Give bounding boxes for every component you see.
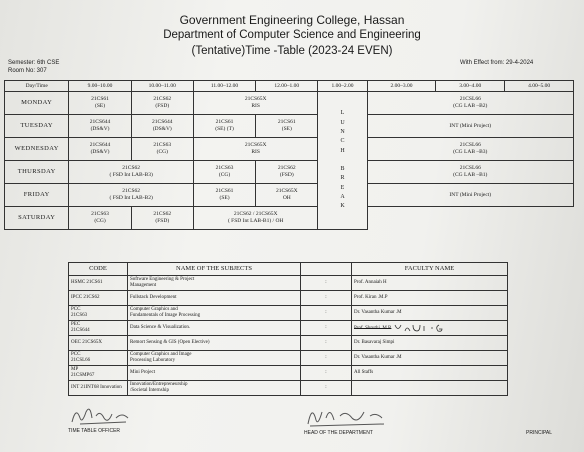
semester-label: Semester: 6th CSE	[8, 60, 60, 66]
row-thursday	[5, 161, 574, 184]
cell-thursday-3: 21CS63 (CG)	[193, 161, 255, 184]
header-faculty: FACULTY NAME	[352, 263, 508, 276]
subject-name: Software Engineering & Project Management	[128, 276, 301, 291]
faculty-name	[352, 321, 508, 336]
subject-name: Remort Sensing & GIS (Open Elective)	[128, 336, 301, 351]
subject-code: PEC 21CS644	[69, 321, 128, 336]
subject-colon: :	[301, 276, 352, 291]
subject-code: MP 21CSMP67	[69, 366, 128, 381]
officer-signature	[66, 404, 146, 428]
timetable-title: (Tentative)Time -Table (2023-24 EVEN)	[191, 45, 393, 57]
faculty-name: Dr. Basavaraj Simpi	[352, 336, 508, 351]
effective-date: With Effect from: 29-4-2024	[460, 60, 534, 66]
row-tuesday	[5, 115, 574, 138]
cell-saturday-3-4: 21CS62 / 21CS65X ( FSD Int LAB-B1) / OH	[193, 207, 318, 230]
lunch-letter: E	[340, 184, 345, 191]
subject-row	[69, 276, 508, 291]
subject-colon: :	[301, 381, 352, 396]
lunch-letter: A	[340, 194, 345, 201]
day-monday: MONDAY	[5, 92, 69, 115]
faculty-name: Prof. Kiran .M.P	[352, 291, 508, 306]
cell-monday-3-4: 21CS65X RIS	[193, 92, 318, 115]
header-slot-2: 10.00–11.00	[131, 81, 193, 92]
subject-code: PCC 21CS63	[69, 306, 128, 321]
cell-thursday-4: 21CS62 (FSD)	[256, 161, 318, 184]
subject-colon: :	[301, 336, 352, 351]
subject-row	[69, 381, 508, 396]
row-friday	[5, 184, 574, 207]
cell-saturday-2: 21CS62 (FSD)	[131, 207, 193, 230]
subject-code: IPCC 21CS62	[69, 291, 128, 306]
day-tuesday: TUESDAY	[5, 115, 69, 138]
cell-wednesday-1: 21CS644 (DS&V)	[69, 138, 131, 161]
subject-colon: :	[301, 306, 352, 321]
principal-label: PRINCIPAL	[526, 430, 553, 436]
subject-code: HSMC 21CS61	[69, 276, 128, 291]
subject-name: Mini Project	[128, 366, 301, 381]
cell-friday-afternoon: INT (Mini Project)	[367, 184, 573, 207]
faculty-name: All Staffs	[352, 366, 508, 381]
faculty-name: Prof. Annaiah H	[352, 276, 508, 291]
cell-thursday-afternoon: 21CSL66 (CG LAB –B1)	[367, 161, 573, 184]
subject-faculty-table	[68, 262, 508, 396]
header-slot-lunch: 1.00–2.00	[318, 81, 367, 92]
subject-code: INT 21INT68 Innovation	[69, 381, 128, 396]
department-name: Department of Computer Science and Engineering	[163, 29, 421, 41]
row-wednesday	[5, 138, 574, 161]
header-subject-name: NAME OF THE SUBJECTS	[128, 263, 301, 276]
weekly-timetable	[4, 80, 574, 230]
handwritten-correction	[393, 322, 453, 334]
lunch-letter: C	[340, 138, 345, 145]
cell-tuesday-1: 21CS644 (DS&V)	[69, 115, 131, 138]
cell-wednesday-3-4: 21CS65X RIS	[193, 138, 318, 161]
cell-friday-3: 21CS61 (SE)	[193, 184, 255, 207]
timetable-header-row	[5, 81, 574, 92]
cell-saturday-1: 21CS63 (CG)	[69, 207, 131, 230]
subject-name: Data Science & Visualization.	[128, 321, 301, 336]
row-saturday	[5, 207, 574, 230]
cell-tuesday-afternoon: INT (Mini Project)	[367, 115, 573, 138]
header-slot-6: 2.00–3.00	[367, 81, 436, 92]
subject-row	[69, 321, 508, 336]
day-wednesday: WEDNESDAY	[5, 138, 69, 161]
cell-tuesday-2: 21CS644 (DS&V)	[131, 115, 193, 138]
subject-row	[69, 306, 508, 321]
cell-friday-4: 21CS65X OH	[256, 184, 318, 207]
cell-monday-afternoon: 21CSL66 (CG LAB –B2)	[367, 92, 573, 115]
cell-wednesday-afternoon: 21CSL66 (CG LAB –B3)	[367, 138, 573, 161]
time-table-officer-label: TIME TABLE OFFICER	[68, 428, 121, 434]
header-code: CODE	[69, 263, 128, 276]
header-slot-3: 11.00–12.00	[193, 81, 255, 92]
day-saturday: SATURDAY	[5, 207, 69, 230]
subject-name: Computer Graphics and Fundamentals of Image Processing	[128, 306, 301, 321]
lunch-letter: K	[340, 203, 345, 210]
subject-code: PCC 21CSL66	[69, 351, 128, 366]
lunch-letter: N	[340, 128, 345, 135]
college-name: Government Engineering College, Hassan	[179, 13, 405, 27]
header-day: Day/Time	[5, 81, 69, 92]
header-slot-4: 12.00–1.00	[256, 81, 318, 92]
subject-colon: :	[301, 351, 352, 366]
lunch-letter: B	[340, 166, 345, 173]
cell-tuesday-3: 21CS61 (SE) (T)	[193, 115, 255, 138]
subject-colon: :	[301, 366, 352, 381]
lunch-letter: R	[340, 175, 345, 182]
lunch-break-column	[318, 92, 367, 230]
faculty-name: Dr. Vasantha Kumar .M	[352, 351, 508, 366]
subject-row	[69, 351, 508, 366]
cell-thursday-1-2: 21CS62 ( FSD Int LAB-B3)	[69, 161, 194, 184]
faculty-name	[352, 381, 508, 396]
cell-wednesday-2: 21CS63 (CG)	[131, 138, 193, 161]
lunch-letter: H	[340, 147, 345, 154]
header-slot-1: 9.00–10.00	[69, 81, 131, 92]
subject-header-row	[69, 263, 508, 276]
subject-name: Innovation/Entrepreneurship /Societal Internship	[128, 381, 301, 396]
day-friday: FRIDAY	[5, 184, 69, 207]
lunch-letter: L	[340, 110, 345, 117]
header-colon-gap	[301, 263, 352, 276]
cell-monday-2: 21CS62 (FSD)	[131, 92, 193, 115]
cell-monday-1: 21CS61 (SE)	[69, 92, 131, 115]
faculty-name-struck: Prof. Shruthi .M.R	[354, 326, 392, 332]
subject-row	[69, 291, 508, 306]
cell-friday-1-2: 21CS62 ( FSD Int LAB-B2)	[69, 184, 194, 207]
subject-name: Computer Graphics and Image Processing Laboratory	[128, 351, 301, 366]
cell-saturday-afternoon-empty	[367, 207, 573, 230]
faculty-name: Dr. Vasantha Kumar .M	[352, 306, 508, 321]
subject-name: Fullstack Development	[128, 291, 301, 306]
header-slot-7: 3.00–4.00	[436, 81, 505, 92]
subject-colon: :	[301, 291, 352, 306]
subject-row	[69, 366, 508, 381]
row-monday	[5, 92, 574, 115]
room-label: Room No: 307	[8, 68, 47, 74]
hod-signature	[300, 402, 390, 430]
subject-code: OEC 21CS65X	[69, 336, 128, 351]
lunch-letter: U	[340, 119, 345, 126]
header-slot-8: 4.00–5.00	[505, 81, 574, 92]
subject-colon: :	[301, 321, 352, 336]
cell-tuesday-4: 21CS61 (SE)	[256, 115, 318, 138]
subject-row	[69, 336, 508, 351]
hod-label: HEAD OF THE DEPARTMENT	[304, 430, 373, 436]
day-thursday: THURSDAY	[5, 161, 69, 184]
